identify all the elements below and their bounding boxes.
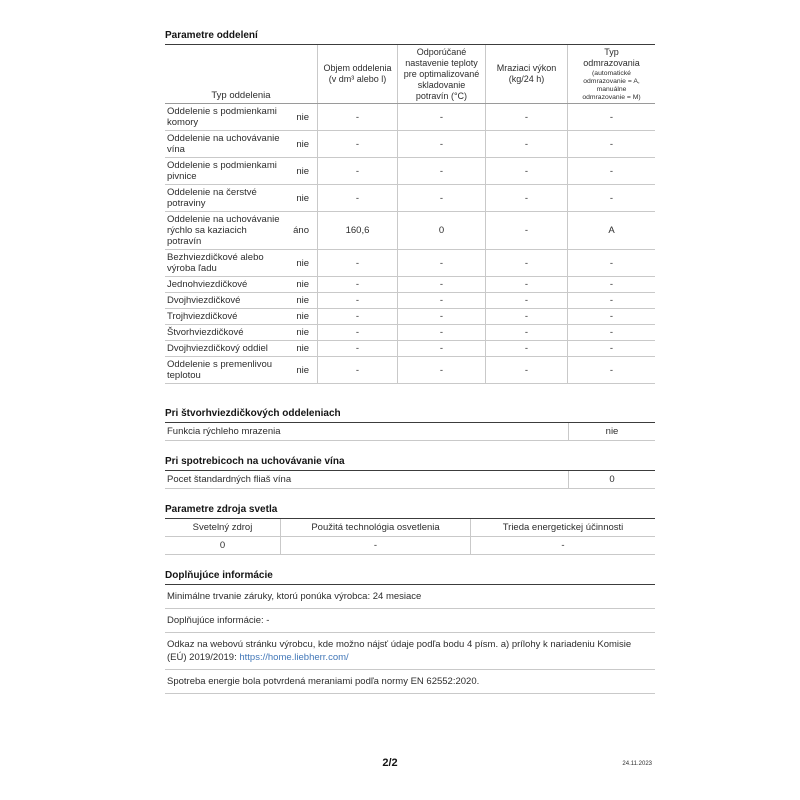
- info-row-additional: Doplňujúce informácie: -: [165, 609, 655, 633]
- section-four-star: [165, 408, 655, 441]
- column-header-defrost-type: [567, 45, 655, 103]
- cell-freezing: -: [485, 341, 567, 356]
- row-present: nie: [296, 327, 309, 338]
- cell-temperature: -: [397, 104, 485, 130]
- compartments-table-header: [165, 45, 655, 104]
- row-label: Oddelenie na čerstvé potraviny: [167, 187, 257, 209]
- cell-defrost: -: [567, 250, 655, 276]
- cell-temperature: -: [397, 185, 485, 211]
- table-row: [165, 471, 655, 489]
- footer-date: 24.11.2023: [622, 761, 652, 767]
- section-additional-info: [165, 570, 655, 694]
- compartments-table: [165, 45, 655, 384]
- row-value: nie: [568, 423, 655, 440]
- table-row: [165, 185, 655, 212]
- row-label: Oddelenie na uchovávanie rýchlo sa kaziacich potravín: [167, 214, 280, 247]
- cell-freezing: -: [485, 293, 567, 308]
- section-light-source: [165, 504, 655, 555]
- row-present: nie: [296, 257, 309, 269]
- table-row: [165, 341, 655, 357]
- section-title-compartments: Parametre oddelení: [165, 30, 655, 45]
- section-wine: [165, 456, 655, 489]
- cell-energy-class: -: [470, 537, 655, 554]
- column-header-type: Typ oddelenia: [211, 90, 271, 101]
- cell-temperature: -: [397, 309, 485, 324]
- row-label: Bezhviezdičkové alebo výroba ľadu: [167, 252, 264, 274]
- table-row: [165, 423, 655, 441]
- table-row: [165, 158, 655, 185]
- cell-defrost: -: [567, 325, 655, 340]
- cell-volume: -: [317, 277, 397, 292]
- cell-volume: -: [317, 325, 397, 340]
- cell-freezing: -: [485, 325, 567, 340]
- cell-freezing: -: [485, 104, 567, 130]
- cell-volume: -: [317, 158, 397, 184]
- table-row: [165, 293, 655, 309]
- cell-volume: -: [317, 104, 397, 130]
- cell-freezing: -: [485, 212, 567, 249]
- table-row: [165, 104, 655, 131]
- table-row: [165, 250, 655, 277]
- light-source-header-row: [165, 519, 655, 537]
- cell-defrost: -: [567, 158, 655, 184]
- section-title-four-star: Pri štvorhviezdičkových oddeleniach: [165, 408, 655, 423]
- cell-temperature: 0: [397, 212, 485, 249]
- cell-defrost: A: [567, 212, 655, 249]
- row-present: áno: [293, 225, 309, 236]
- cell-defrost: -: [567, 309, 655, 324]
- table-row: [165, 357, 655, 384]
- row-label: Oddelenie s podmienkami komory: [167, 106, 277, 128]
- cell-freezing: -: [485, 131, 567, 157]
- cell-temperature: -: [397, 158, 485, 184]
- cell-volume: -: [317, 293, 397, 308]
- info-row-warranty: Minimálne trvanie záruky, ktorú ponúka výrobca: 24 mesiace: [165, 585, 655, 609]
- column-header-energy-class: Trieda energetickej účinnosti: [470, 519, 655, 536]
- column-header-lighting-technology: Použitá technológia osvetlenia: [280, 519, 470, 536]
- cell-freezing: -: [485, 309, 567, 324]
- cell-volume: -: [317, 250, 397, 276]
- light-source-value-row: [165, 537, 655, 555]
- cell-defrost: -: [567, 357, 655, 383]
- defrost-header-main: Typ odmrazovania: [583, 46, 640, 68]
- cell-defrost: -: [567, 185, 655, 211]
- row-present: nie: [296, 279, 309, 290]
- cell-temperature: -: [397, 341, 485, 356]
- cell-temperature: -: [397, 131, 485, 157]
- row-present: nie: [296, 192, 309, 204]
- row-label: Oddelenie s podmienkami pivnice: [167, 160, 277, 182]
- cell-temperature: -: [397, 277, 485, 292]
- defrost-header-legend: (automatické odmrazovanie = A, manuálne odmrazovanie = M): [582, 69, 641, 101]
- cell-temperature: -: [397, 250, 485, 276]
- table-row: [165, 131, 655, 158]
- cell-volume: -: [317, 185, 397, 211]
- column-header-volume: Objem oddelenia (v dm³ alebo l): [317, 45, 397, 103]
- cell-volume: -: [317, 341, 397, 356]
- row-label: Pocet štandardných fliaš vína: [167, 474, 292, 485]
- table-row: [165, 309, 655, 325]
- cell-temperature: -: [397, 357, 485, 383]
- row-value: 0: [568, 471, 655, 488]
- row-present: nie: [296, 343, 309, 354]
- table-row: [165, 325, 655, 341]
- manufacturer-website-link[interactable]: https://home.liebherr.com/: [239, 652, 349, 663]
- section-title-additional-info: Doplňujúce informácie: [165, 570, 655, 585]
- row-present: nie: [296, 311, 309, 322]
- weblink-text: Odkaz na webovú stránku výrobcu, kde možno nájsť údaje podľa bodu 4 písm. a) prílohy k nariadeniu Komisie (EÚ) 2019/2019:: [167, 639, 632, 663]
- table-row: [165, 277, 655, 293]
- column-header-light-source: Svetelný zdroj: [192, 522, 253, 533]
- row-label: Funkcia rýchleho mrazenia: [167, 426, 281, 437]
- cell-freezing: -: [485, 250, 567, 276]
- row-present: nie: [296, 138, 309, 150]
- cell-volume: -: [317, 131, 397, 157]
- cell-defrost: -: [567, 277, 655, 292]
- row-present: nie: [296, 364, 309, 376]
- page-number: 2/2: [382, 757, 398, 769]
- row-present: nie: [296, 111, 309, 123]
- cell-volume: -: [317, 309, 397, 324]
- column-header-temperature: Odporúčané nastavenie teploty pre optimalizované skladovanie potravín (°C): [397, 45, 485, 103]
- table-row: [165, 212, 655, 250]
- row-label: Dvojhviezdičkové: [167, 295, 241, 306]
- cell-freezing: -: [485, 277, 567, 292]
- document-content: [165, 30, 655, 694]
- cell-defrost: -: [567, 131, 655, 157]
- cell-temperature: -: [397, 325, 485, 340]
- row-label: Trojhviezdičkové: [167, 311, 238, 322]
- row-label: Oddelenie na uchovávanie vína: [167, 133, 280, 155]
- cell-light-source: 0: [219, 540, 226, 551]
- cell-freezing: -: [485, 357, 567, 383]
- row-label: Štvorhviezdičkové: [167, 327, 244, 338]
- cell-defrost: -: [567, 341, 655, 356]
- row-present: nie: [296, 295, 309, 306]
- cell-freezing: -: [485, 158, 567, 184]
- row-label: Dvojhviezdičkový oddiel: [167, 343, 268, 354]
- row-label: Jednohviezdičkové: [167, 279, 248, 290]
- cell-lighting-technology: -: [280, 537, 470, 554]
- section-title-light-source: Parametre zdroja svetla: [165, 504, 655, 519]
- cell-volume: 160,6: [317, 212, 397, 249]
- column-header-freezing-capacity: Mraziaci výkon (kg/24 h): [485, 45, 567, 103]
- cell-defrost: -: [567, 104, 655, 130]
- cell-defrost: -: [567, 293, 655, 308]
- cell-temperature: -: [397, 293, 485, 308]
- row-label: Oddelenie s premenlivou teplotou: [167, 359, 273, 381]
- row-present: nie: [296, 165, 309, 177]
- info-row-weblink: [165, 633, 655, 670]
- info-row-energy-note: Spotreba energie bola potvrdená meraniami podľa normy EN 62552:2020.: [165, 670, 655, 694]
- section-title-wine: Pri spotrebicoch na uchovávanie vína: [165, 456, 655, 471]
- cell-volume: -: [317, 357, 397, 383]
- cell-freezing: -: [485, 185, 567, 211]
